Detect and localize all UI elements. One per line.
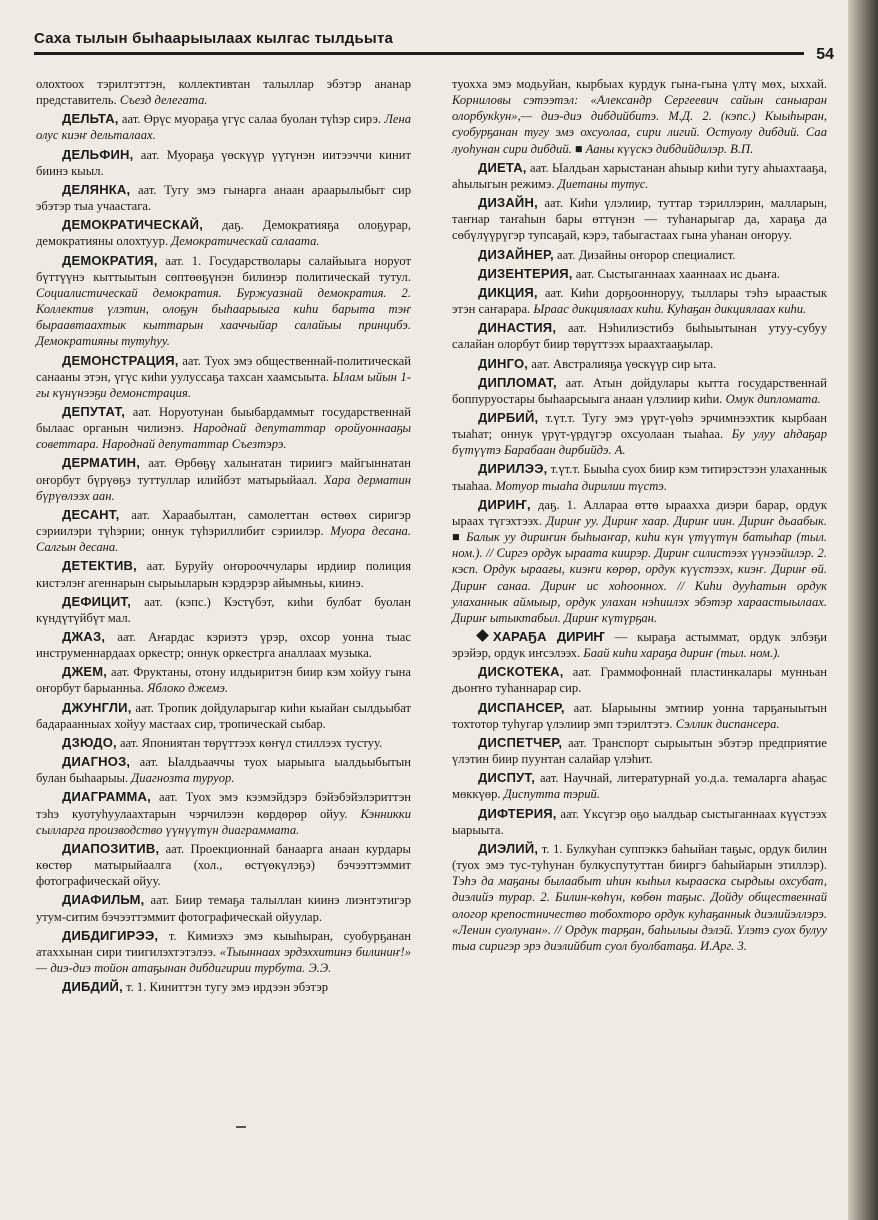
headword: ДИРИЛЭЭ, xyxy=(478,461,548,477)
definition: Граммофоннай пластинкалары мунньан дьоҥҥо туһаннарар сир. xyxy=(452,665,827,696)
definition: Транспорт сырыытын эбэтэр предприятие үлэтин биир пуунтан салайар үлэһит. xyxy=(452,735,828,767)
headword: ДИЕТА, xyxy=(478,159,527,175)
headword: ДИСКОТЕКА, xyxy=(478,664,564,680)
headword: ДИБДИЙ, xyxy=(62,979,123,995)
headword: ДИЗАЙНЕР, xyxy=(478,246,554,262)
headword: ДЕЛЯНКА, xyxy=(62,181,131,197)
definition: Үксүгэр оҕо ыалдьар сыстыганнаах күүстээх ыарыыта. xyxy=(452,806,827,837)
definition: Атын дойдулары кытта государственнай боппуруостары быһаарсыыга анаан үлэлиир киһи. xyxy=(452,375,827,406)
book-spine xyxy=(848,0,878,1220)
headword: ДЖУНГЛИ, xyxy=(62,699,132,715)
headword: ДЕРМАТИН, xyxy=(62,455,141,471)
grammar-label: аат. xyxy=(531,356,550,371)
dictionary-entry xyxy=(452,285,827,317)
example: Съезд делегата. xyxy=(119,93,208,108)
example: Демократическай салаата. xyxy=(171,234,320,249)
headword: ДИНГО, xyxy=(478,355,529,371)
example: Тэһэ да маҕаны былаабыт иһин кыһыл кырааска сырдыы охсубат, диэлийэ турар. 2. Билин-көһүн, көбөн таҕыс. Дойду общественнай ологор крепостничество тобохторо ордук куһаҕанныk диэлийэллэрэ. «Ленин суолунан». // Ордук тарҕан, баһылыы дэлэй. Үлэтэ суох булуу тыа сиригэр эрэ диэлийбит суол буолбатаҕа. И.Арг. 3. xyxy=(452,874,827,953)
headword: ДЕТЕКТИВ, xyxy=(62,558,137,574)
grammar-label: аат. 1. xyxy=(165,253,202,268)
headword: ДИАПОЗИТИВ, xyxy=(62,840,160,856)
definition: Тугу эмэ үрүт-үөһэ эрчимнээхтик кырбаан тыаһат; оннук үрүт-үрдүгэр охсуолаан тыаһаа. xyxy=(452,410,827,442)
definition: Хараабылтан, самолеттан өстөөх сиригэр сэриилэри түһэрии; оннук түһэриллибит сэриилэр. xyxy=(36,507,411,539)
example: Мотуор тыаһа дирилии түстэ. xyxy=(495,478,667,493)
dictionary-entry xyxy=(36,217,411,249)
example: «Тыыннаах эрдэххитинэ билиниҥ!» — диэ-диэ тойон атаҕынан дибдигирии турбута. Э.Э. xyxy=(36,944,411,975)
grammar-label: аат. xyxy=(110,665,130,680)
example: Корниловы сэтээтэл: «Александр Сергеевич сайын саныаран олорбукkун»,— диэ-диэ дибдийбитэ. М.Д. 2. (кэпс.) Кыыһыран, суобурҕанан тугу эмэ охсуолаа, сири лигий. Остуолу дибдий. Саа луоһунан сири дибдий. ■ Ааны күүскэ дибдийдилэр. В.П. xyxy=(452,93,827,156)
example: Дириҥ уу. Дириҥ хаар. Дириҥ иин. Дириҥ дьаабык. ■ Балык уу дириҥин быһыаҥар, киһи күн үтүүтүн батыһар (тыл. ном.). // Сиргэ ордук ыраата киирэр. Дириҥ силистээх үүнээйилэр. 2. кэсп. Ордук ыраағы, киэҥи көрөр, ордук күүстээх, киэҥ. Дириҥ өй. Дириҥ санаа. Дириҥ ис хоһооннох. // Киһи дууһатын ордук улаханнык аймыыр, ордук улахан нэһиилэх эбэтэр хараастыылаах. Дириҥ ытыктабыл. Дириҥ күтүрҕан. xyxy=(452,513,827,625)
grammar-label: аат. xyxy=(117,630,136,644)
definition: олохтоох тэрилтэттэн, коллективтан талыллар эбэтэр ананар представитель. xyxy=(36,77,411,108)
grammar-label: аат. xyxy=(567,321,587,336)
dictionary-entry xyxy=(452,410,827,458)
example: Баай киһи хараҕа дириҥ (тыл. ном.). xyxy=(583,646,781,661)
grammar-label: даҕ. 1. xyxy=(537,497,577,512)
grammar-label: т. 1. xyxy=(126,980,147,995)
dictionary-entry xyxy=(452,356,827,372)
headword: ДИНАСТИЯ, xyxy=(478,320,557,336)
definition: Өрүс муораҕа үгүс салаа буолан түһэр сирэ. xyxy=(143,112,385,127)
grammar-label: аат. xyxy=(539,771,559,786)
dictionary-entry xyxy=(452,806,827,838)
definition: Киһи үлэлиир, туттар тэриллэрин, малларын, таҥнар таҥаһын бары өттүнэн — туһанарыгар да, хараҕа да сөбүлүүрүгэр тупсаҕай, кэрэ, табыгастаах гына уһанан оҥоруу. xyxy=(452,196,827,243)
example: Бу улуу аһдаҕар бүтүүтэ Барабаан дирбийдэ. А. xyxy=(452,427,827,458)
definition: Норуотунан быыбардаммыт государственнай былаас органын чилиэнэ. xyxy=(36,404,411,436)
grammar-label: аат. xyxy=(150,893,170,908)
definition: Проекционнай банаарга анаан курдары көстөр матырыйаалга (хол., өстүөкүлэҕэ) бэчээттэммит фотографическай ойуу. xyxy=(36,841,411,889)
dictionary-entry xyxy=(452,770,827,802)
headword: ДИАФИЛЬМ, xyxy=(62,892,145,908)
definition: Кэстүбэт, киһи булбат буолан күндүтүйбүт мал. xyxy=(36,594,411,625)
grammar-label: аат. (кэпс.) xyxy=(144,594,211,609)
headword: ДИСПЕТЧЕР, xyxy=(478,734,563,750)
definition: Туох эмэ кээмэйдэрэ бэйэбэйэлэриттэн тэһэ куотуһуулаахтарын чэрчилээн көрдөрөр ойуу. xyxy=(36,790,411,821)
definition: Тропик дойдуларыгар киһи кыайан сылдьыбат бадараанныах хойуу мастаах сир, тропическай сыбар. xyxy=(36,700,411,731)
definition: Австралияҕа үөскүүр сир ыта. xyxy=(553,356,717,371)
grammar-label: аат. xyxy=(544,285,564,300)
definition: Государстволары салайыыга норуот бүттүүнэ кыттыытын сөптөөҕүнэн билинэр политическай тутул. xyxy=(36,253,411,284)
grammar-label: аат. xyxy=(560,806,579,821)
headword: ДЕПУТАТ, xyxy=(62,403,126,419)
grammar-label: аат. xyxy=(575,266,595,281)
right-column xyxy=(452,76,827,957)
grammar-label: аат. xyxy=(131,507,150,522)
definition: Дизайны оҥорор специалист. xyxy=(578,247,736,262)
running-head: Саха тылын быһаарыылаах кылгас тылдьыта xyxy=(34,30,394,47)
definition: Аллараа өттө ыраахха диэри барар, ордук ыраах түгэхтээх. xyxy=(452,497,827,528)
example: Диагнозта туруор. xyxy=(131,771,235,786)
grammar-label: даҕ. xyxy=(222,218,244,233)
dictionary-entry xyxy=(452,700,827,732)
definition: Фруктаны, отону илдьиритэн биир кэм хойуу гына оҥорбут барыанньа. xyxy=(36,665,411,696)
headword: ДИСПАНСЕР, xyxy=(478,699,565,715)
dictionary-entry xyxy=(36,76,411,108)
definition: Япониятан төрүттээх көҥүл стиллээх тустуу. xyxy=(141,735,383,750)
dictionary-entry xyxy=(452,247,827,263)
headword: ДИАГРАММА, xyxy=(62,789,151,805)
headword: ДЕМОНСТРАЦИЯ, xyxy=(62,352,179,368)
dictionary-entry xyxy=(36,629,411,661)
dictionary-entry xyxy=(36,182,411,214)
headword: ДИЭЛИЙ, xyxy=(478,840,539,856)
definition: Ыарыыны эмтиир уонна тарҕаныытын тохтотор туһугар үлэлиир эмп тэрилтэтэ. xyxy=(452,700,827,731)
example: Ылам ыйын 1-гы күнүнээҕи демонстрация. xyxy=(36,369,411,400)
grammar-label: т.үт.т. xyxy=(550,462,581,477)
dictionary-entry xyxy=(452,320,827,352)
left-column xyxy=(36,76,411,998)
dictionary-entry xyxy=(452,375,827,407)
headword: ДЕСАНТ, xyxy=(62,506,120,522)
dictionary-entry xyxy=(36,507,411,555)
grammar-label: аат. xyxy=(568,735,587,750)
headword: ДЗЮДО, xyxy=(62,734,117,750)
example: Сэллик диспансера. xyxy=(675,716,780,731)
definition: Аҥардас кэриэтэ үрэр, охсор уонна тыас инструменнардаах оркестр; оннук оркестрга аналлаах музыка. xyxy=(36,630,411,661)
definition: Киниттэн тугу эмэ ирдээн эбэтэр xyxy=(149,980,329,995)
dictionary-entry xyxy=(36,147,411,179)
definition: Нэһилиэстибэ быһыытынан утуу-субуу салайан олорбут биир төрүттээх ыраахтааҕылар. xyxy=(452,321,828,352)
headword: ДИЗАЙН, xyxy=(478,195,538,211)
definition: Ыалдьааччы туох ыарыыга ыалдьыбытын булан быһаарыы. xyxy=(36,755,411,786)
grammar-label: аат. xyxy=(530,160,549,175)
idiom: ХАРАҔА ДИРИҤ xyxy=(493,629,605,644)
grammar-label: аат. xyxy=(565,375,585,390)
definition: Быыһа суох биир кэм титирэстээн улаханнык тыаһаа. xyxy=(452,462,828,493)
example: Диетаны тутус. xyxy=(557,176,649,191)
headword: ДИСПУТ, xyxy=(478,770,536,786)
dictionary-entry xyxy=(36,928,411,976)
definition: Киһи дорҕоонноруу, тыллары тэһэ ыраастык этэн саҥарара. xyxy=(452,285,827,317)
definition: Демократияҕа олоҕурар, демократияны олохтуур. xyxy=(36,218,411,249)
dictionary-entry xyxy=(36,404,411,452)
definition: Тугу эмэ гынарга анаан араарылыбыт сир эбэтэр тыа учаастага. xyxy=(36,182,412,214)
dictionary-entry xyxy=(36,664,411,696)
headword: ДИРБИЙ, xyxy=(478,409,539,425)
header-rule xyxy=(34,52,804,55)
definition: Научнай, литературнай уо.д.а. темаларга аһаҕас мөккүөр. xyxy=(452,771,827,802)
dictionary-entry xyxy=(452,461,827,493)
headword: ДЕЛЬФИН, xyxy=(62,146,134,162)
headword: ДИКЦИЯ, xyxy=(478,284,538,300)
dictionary-entry xyxy=(36,455,411,503)
example: Социалистическай демократия. Буржуазнай демократия. 2. Коллектив үлэтин, олоҕун быһаарыыга киһи барыта тэҥ быраавтаахтык кыттарын хааччыйар салайыы принцибэ. Демократияны тутуһуу. xyxy=(36,285,411,349)
page-mark xyxy=(236,1126,246,1128)
dictionary-entry xyxy=(36,558,411,590)
headword: ДЕЛЬТА, xyxy=(62,111,119,127)
grammar-label: аат. xyxy=(544,196,563,211)
grammar-label: аат. xyxy=(572,665,592,680)
headword: ДИЗЕНТЕРИЯ, xyxy=(478,265,573,281)
definition: Булкуһан суппэккэ баһыйан таҕыс, ордук билин (туох эмэ тус-туһунан булкуспутуттан бииргэ баһыйарын этиллэр). xyxy=(452,841,827,873)
dictionary-entry xyxy=(36,789,411,837)
page-number: 54 xyxy=(816,46,834,63)
dictionary-entry xyxy=(452,497,827,626)
example: Диспутта тэрий. xyxy=(503,787,600,802)
grammar-label: аат. xyxy=(182,353,201,368)
grammar-label: т.үт.т. xyxy=(545,410,576,425)
dictionary-entry xyxy=(452,266,827,282)
dictionary-entry xyxy=(36,111,411,143)
definition: Туох эмэ общественнай-политическай санааны этэн, үгүс киһи уулуссаҕа тахсан хаамсыыта. xyxy=(36,353,411,384)
headword: ДЕМОКРАТИЧЕСКАЙ, xyxy=(62,217,204,233)
diamond-icon xyxy=(476,629,489,642)
grammar-label: аат. xyxy=(139,755,159,770)
dictionary-entry xyxy=(452,629,827,661)
grammar-label: аат. xyxy=(159,790,178,805)
headword: ДЖЕМ, xyxy=(62,664,108,680)
example: Хара дерматин бүрүөлээх аан. xyxy=(36,472,411,503)
dictionary-entry xyxy=(452,76,827,157)
dictionary-entry xyxy=(36,979,411,995)
dictionary-entry xyxy=(452,841,827,954)
page-header xyxy=(34,30,834,63)
headword: ДЖАЗ, xyxy=(62,629,106,644)
example: Ыраас дикциялаах киһи. Куһаҕан дикциялаах киһи. xyxy=(533,302,807,317)
grammar-label: аат. xyxy=(120,735,139,750)
grammar-label: аат. xyxy=(556,247,576,262)
headword: ДИПЛОМАТ, xyxy=(478,374,557,390)
dictionary-entry xyxy=(452,664,827,696)
headword: ДИРИҤ, xyxy=(478,496,531,512)
definition: Кимиэхэ эмэ кыыһыран, суобурҕанан атаххынан сири тиигилэхтэтэлээ. xyxy=(36,928,411,959)
headword: ДЕМОКРАТИЯ, xyxy=(62,252,158,268)
grammar-label: аат. xyxy=(573,700,593,715)
definition: — кыраҕа астыммат, ордук элбэҕи эрэйэр, ордук иҥсэлээх. xyxy=(452,630,827,661)
dictionary-entry xyxy=(36,700,411,732)
headword: ДЕФИЦИТ, xyxy=(62,593,132,609)
dictionary-entry xyxy=(36,892,411,924)
grammar-label: аат. xyxy=(121,112,141,127)
definition: Муораҕа үөскүүр үүтүнэн иитээччи кинит биинэ кыыл. xyxy=(36,147,411,178)
example: Яблоко джемэ. xyxy=(147,681,229,696)
dictionary-entry xyxy=(452,195,827,243)
grammar-label: аат. xyxy=(146,559,166,574)
dictionary-entry xyxy=(36,594,411,626)
dictionary-entry xyxy=(36,841,411,889)
example: Народнай депутаттар оройуоннааҕы советтара. Народнай депутаттар Съезтэрэ. xyxy=(36,421,411,452)
definition: туохха эмэ модьуйан, кырбыах курдук гына-гына үлтү мөх, ыххай. xyxy=(452,77,827,91)
headword: ДИАГНОЗ, xyxy=(62,754,131,770)
dictionary-entry xyxy=(36,353,411,401)
dictionary-entry xyxy=(36,754,411,786)
headword: ДИБДИГИРЭЭ, xyxy=(62,927,159,943)
dictionary-entry xyxy=(452,735,827,767)
grammar-label: аат. xyxy=(132,404,152,419)
definition: Ыалдьан харыстанан аһыыр киһи тугу аһыахтааҕа, аһылыгын режимэ. xyxy=(452,160,827,191)
definition: Буруйу оҥорооччулары ирдиир полиция кистэлэҥ агеннарын сырыыларын кэрдэрэр айымньы, киинэ. xyxy=(36,559,411,590)
definition: Сыстыганнаах хааннаах ис дьаҥа. xyxy=(597,266,780,281)
grammar-label: аат. xyxy=(138,182,157,197)
example: Кэнникки сылларга производство үүнүүтүн диаграммата. xyxy=(36,806,411,837)
example: Омук дипломата. xyxy=(725,391,821,406)
example: Лена олус киэҥ дельталаах. xyxy=(36,112,411,143)
example: Муора десана. Салгын десана. xyxy=(36,524,411,555)
grammar-label: т. 1. xyxy=(541,841,563,856)
grammar-label: аат. xyxy=(135,700,154,715)
grammar-label: аат. xyxy=(148,456,167,471)
grammar-label: т. xyxy=(168,928,177,943)
definition: Биир темаҕа талыллан киинэ лиэнтэтигэр утум-ситим бэчээттэммит фотографическай ойуулар. xyxy=(36,893,412,924)
dictionary-entry xyxy=(36,253,411,350)
definition: Өрбөҕү халыҥатан тириигэ майгыннатан оҥорбут бүрүөҕэ туттуллар илийбэт матырыйаал. xyxy=(36,456,411,487)
headword: ДИФТЕРИЯ, xyxy=(478,805,557,821)
grammar-label: аат. xyxy=(165,841,185,856)
grammar-label: аат. xyxy=(140,147,160,162)
dictionary-entry xyxy=(452,160,827,192)
dictionary-entry xyxy=(36,735,411,751)
